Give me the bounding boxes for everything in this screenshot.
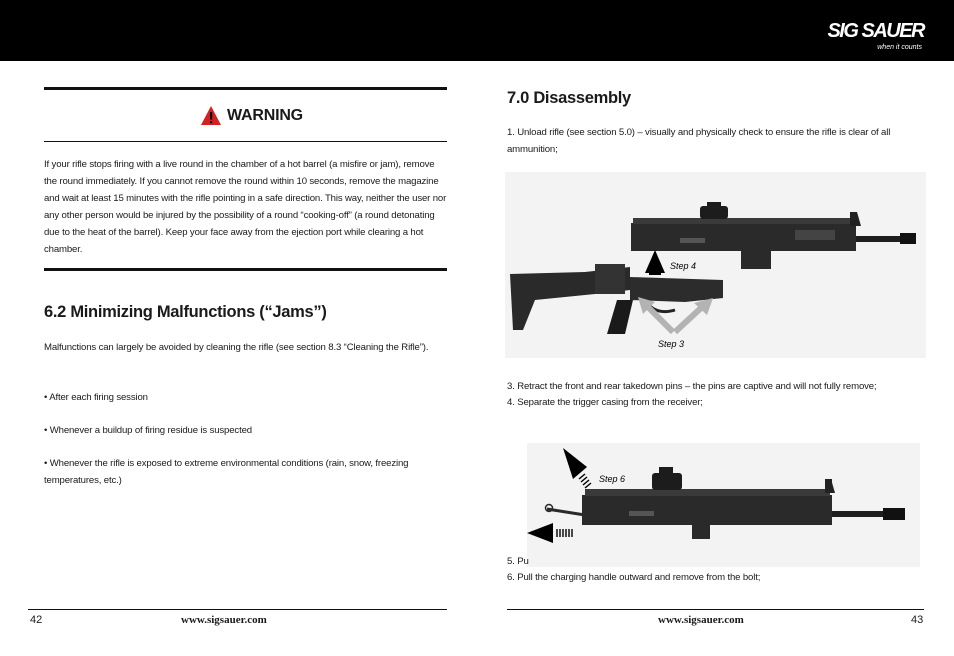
step-6-label: Step 6 (599, 474, 626, 484)
page-number-right: 43 (911, 614, 924, 626)
step-3-label: Step 3 (658, 339, 685, 349)
right-footer-rule (507, 609, 924, 610)
logo-wordmark: SIG SAUER (827, 20, 924, 42)
disassembly-figure-step-6 (527, 443, 920, 567)
takedown-pin-arrows-icon (638, 297, 713, 332)
pull-back-arrow-icon (527, 523, 572, 543)
bullet-item: • Whenever a buildup of firing residue is suspected (44, 425, 252, 436)
warning-heading (200, 104, 303, 128)
section-title-6-2: 6.2 Minimizing Malfunctions (“Jams”) (44, 303, 327, 321)
section-title-7-0: 7.0 Disassembly (507, 89, 631, 107)
left-footer-rule (28, 609, 447, 610)
sig-sauer-logo (827, 20, 924, 54)
step-1-text: 1. Unload rifle (see section 5.0) – visually and physically check to ensure the rifle is clear of all ammunition; (507, 127, 891, 155)
warning-top-rule (44, 87, 447, 90)
logo-tagline: when it counts (877, 44, 922, 51)
bullet-item: • After each firing session (44, 392, 148, 403)
upper-receiver-image (631, 202, 916, 269)
footer-url-right: www.sigsauer.com (658, 614, 744, 626)
step-3-text: 3. Retract the front and rear takedown pins – the pins are captive and will not fully remove; (507, 381, 877, 392)
disassembly-figure-steps-3-4 (505, 172, 926, 358)
step-5-text: 5. Pu (507, 556, 529, 567)
step-4-label: Step 4 (670, 261, 697, 271)
footer-url-left: www.sigsauer.com (181, 614, 267, 626)
pull-out-arrow-icon (563, 448, 591, 488)
warning-triangle-icon (200, 105, 222, 127)
lower-receiver-image (510, 264, 723, 334)
warning-bottom-rule (44, 268, 447, 271)
section-intro: Malfunctions can largely be avoided by cleaning the rifle (see section 8.3 “Cleaning the Rifle”). (44, 342, 429, 353)
warning-text: If your rifle stops firing with a live round in the chamber of a hot barrel (a misfire or jam), remove the round immediately. If you cannot remove the round within 10 seconds, remove the magazine and wait at least 15 minutes with the rifle pointing in a safe direction. This way, neither the user nor any other person would be injured by the possibility of a round “cooking-off” (a round detonating due to the heat of the barrel). Keep your face away from the ejection port while clearing a hot chamber. (44, 159, 447, 255)
header-bar (0, 0, 954, 61)
warning-title-rule (44, 141, 447, 142)
page-number-left: 42 (30, 614, 43, 626)
up-arrow-icon (645, 250, 665, 275)
step-4-text: 4. Separate the trigger casing from the receiver; (507, 397, 703, 408)
warning-title: WARNING (227, 107, 303, 124)
bullet-item: • Whenever the rifle is exposed to extreme environmental conditions (rain, snow, freezing temperatures, etc.) (44, 458, 409, 486)
step-6-text: 6. Pull the charging handle outward and remove from the bolt; (507, 572, 761, 583)
